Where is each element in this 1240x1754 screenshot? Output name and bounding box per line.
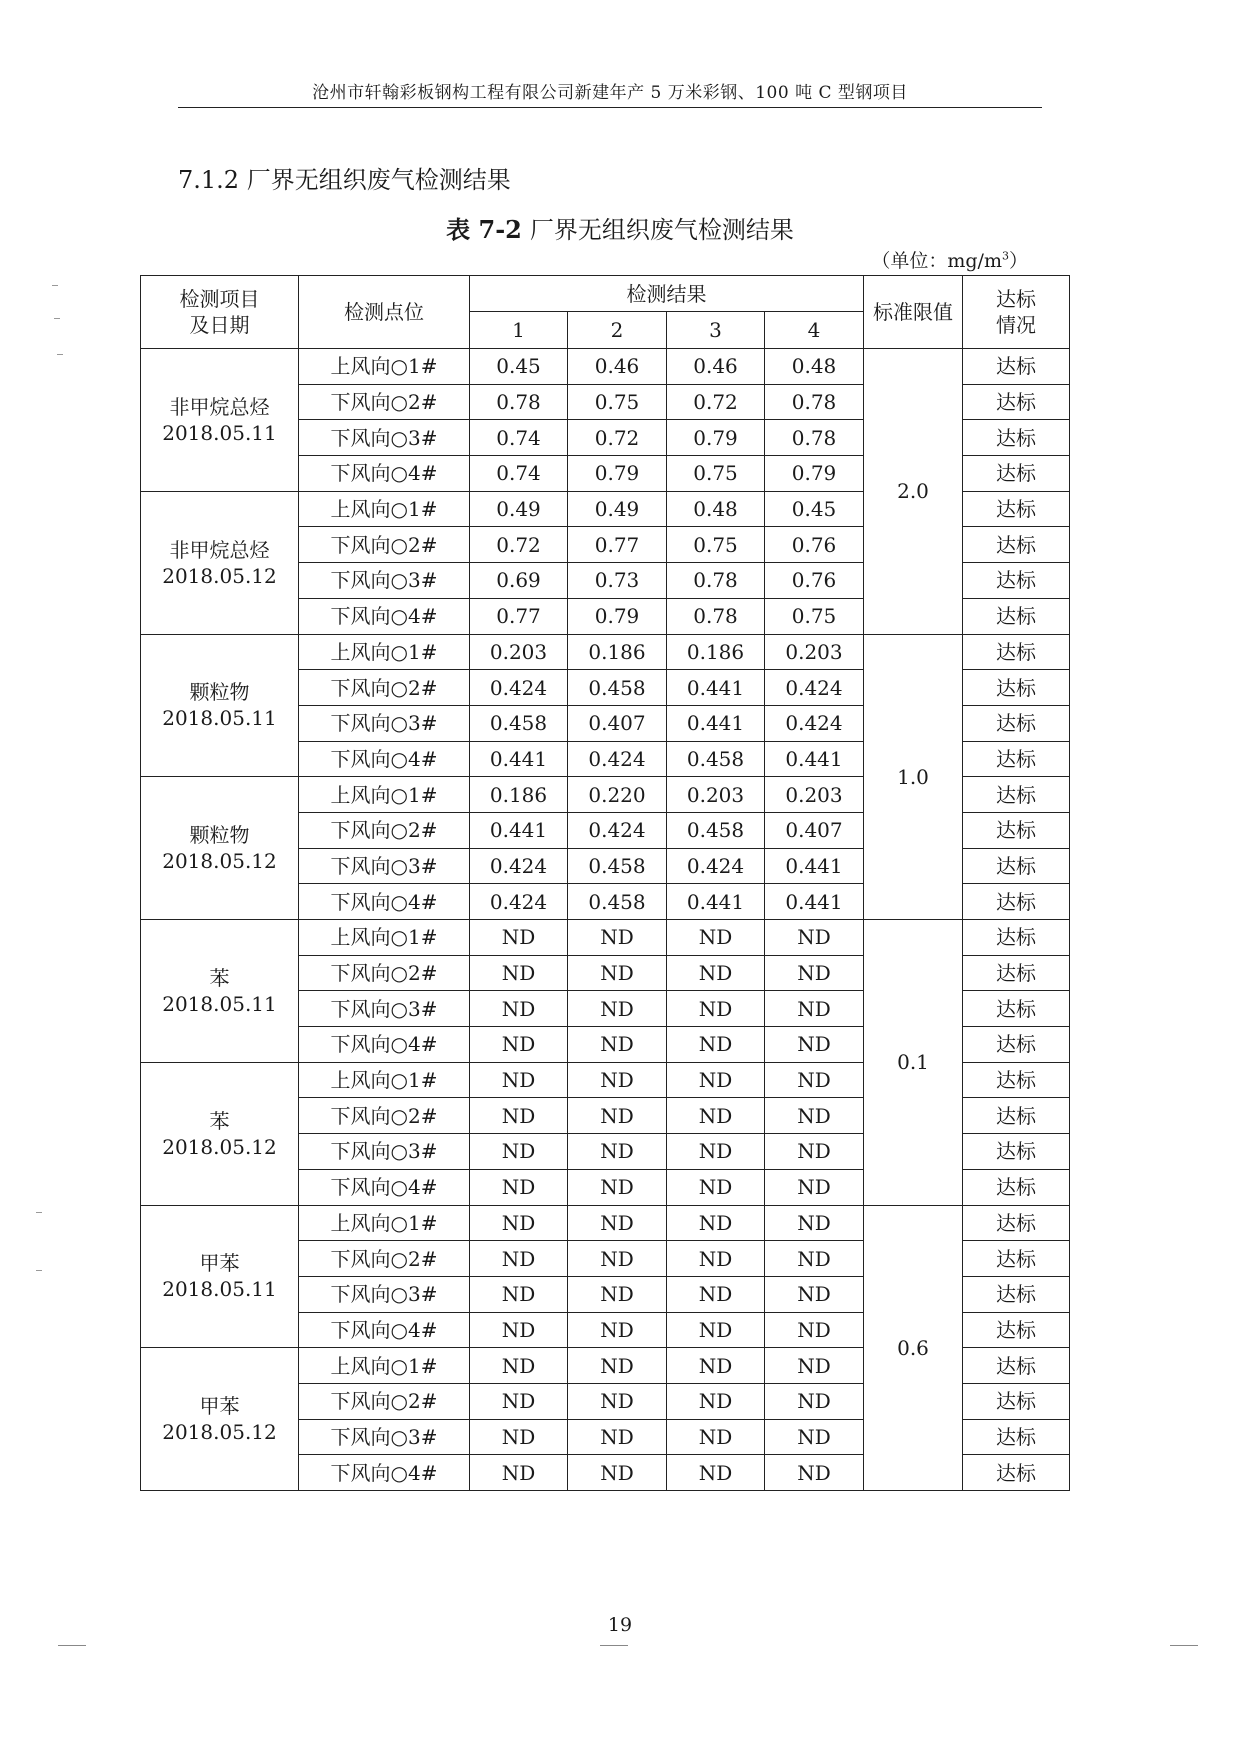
result-cell: 0.220 xyxy=(568,777,667,813)
point-cell: 上风向○1# xyxy=(299,777,470,813)
item-cell xyxy=(141,634,299,777)
result-cell: ND xyxy=(568,1062,667,1098)
status-cell: 达标 xyxy=(963,634,1070,670)
results-table xyxy=(140,275,1070,1491)
result-cell: 0.45 xyxy=(470,349,568,385)
status-cell: 达标 xyxy=(963,1312,1070,1348)
status-cell: 达标 xyxy=(963,491,1070,527)
item-name: 非甲烷总烃 xyxy=(169,394,270,419)
result-cell: 0.441 xyxy=(765,741,864,777)
result-cell: ND xyxy=(667,1169,765,1205)
result-cell: ND xyxy=(765,1098,864,1134)
status-cell: 达标 xyxy=(963,456,1070,492)
result-cell: 0.424 xyxy=(765,670,864,706)
result-cell: ND xyxy=(470,1098,568,1134)
result-cell: 0.424 xyxy=(667,848,765,884)
table-row xyxy=(141,920,1070,956)
result-cell: ND xyxy=(667,1383,765,1419)
result-cell: 0.72 xyxy=(470,527,568,563)
table-row xyxy=(141,634,1070,670)
result-cell: 0.441 xyxy=(470,741,568,777)
point-cell: 下风向○3# xyxy=(299,563,470,599)
result-cell: 0.441 xyxy=(765,884,864,920)
status-cell: 达标 xyxy=(963,884,1070,920)
status-cell: 达标 xyxy=(963,670,1070,706)
result-cell: ND xyxy=(765,1027,864,1063)
result-cell: ND xyxy=(765,1169,864,1205)
item-date: 2018.05.11 xyxy=(162,1277,277,1302)
status-cell: 达标 xyxy=(963,1241,1070,1277)
point-cell: 下风向○4# xyxy=(299,1169,470,1205)
result-cell: ND xyxy=(470,1241,568,1277)
result-cell: ND xyxy=(470,1312,568,1348)
item-name: 颗粒物 xyxy=(189,680,250,705)
result-cell: 0.74 xyxy=(470,456,568,492)
header-item-line1: 检测项目 xyxy=(179,287,260,311)
scan-edge-mark xyxy=(58,1645,86,1646)
result-cell: 0.78 xyxy=(765,384,864,420)
result-cell: ND xyxy=(765,1241,864,1277)
result-cell: ND xyxy=(667,991,765,1027)
status-cell: 达标 xyxy=(963,349,1070,385)
result-cell: 0.72 xyxy=(568,420,667,456)
status-cell: 达标 xyxy=(963,1455,1070,1491)
result-cell: 0.458 xyxy=(568,670,667,706)
result-cell: ND xyxy=(568,1205,667,1241)
point-cell: 下风向○3# xyxy=(299,705,470,741)
table-row xyxy=(141,349,1070,385)
status-cell: 达标 xyxy=(963,1062,1070,1098)
result-cell: 0.72 xyxy=(667,384,765,420)
point-cell: 下风向○4# xyxy=(299,884,470,920)
point-cell: 上风向○1# xyxy=(299,1205,470,1241)
header-result-4: 4 xyxy=(765,312,864,349)
running-header: 沧州市轩翰彩板钢构工程有限公司新建年产 5 万米彩钢、100 吨 C 型钢项目 xyxy=(312,83,908,103)
result-cell: ND xyxy=(470,1348,568,1384)
result-cell: ND xyxy=(568,1241,667,1277)
status-cell: 达标 xyxy=(963,1348,1070,1384)
item-name: 苯 xyxy=(209,965,230,990)
result-cell: 0.424 xyxy=(470,884,568,920)
result-cell: ND xyxy=(568,1419,667,1455)
table-number: 表 7-2 xyxy=(446,215,522,244)
header-point: 检测点位 xyxy=(299,276,470,349)
result-cell: ND xyxy=(667,1276,765,1312)
status-cell: 达标 xyxy=(963,1419,1070,1455)
status-cell: 达标 xyxy=(963,1205,1070,1241)
item-cell xyxy=(141,349,299,492)
result-cell: ND xyxy=(765,1205,864,1241)
item-cell xyxy=(141,1348,299,1491)
scan-edge-mark xyxy=(52,285,58,286)
result-cell: 0.441 xyxy=(765,848,864,884)
result-cell: 0.407 xyxy=(568,705,667,741)
result-cell: 0.186 xyxy=(470,777,568,813)
result-cell: 0.78 xyxy=(470,384,568,420)
result-cell: 0.441 xyxy=(470,812,568,848)
result-cell: 0.441 xyxy=(667,884,765,920)
point-cell: 下风向○2# xyxy=(299,1098,470,1134)
result-cell: ND xyxy=(667,1062,765,1098)
result-cell: ND xyxy=(765,1276,864,1312)
scan-edge-mark xyxy=(57,354,63,355)
result-cell: 0.75 xyxy=(667,527,765,563)
table-body xyxy=(141,349,1070,1491)
point-cell: 下风向○3# xyxy=(299,991,470,1027)
result-cell: ND xyxy=(470,1419,568,1455)
header-rule xyxy=(178,107,1042,108)
result-cell: ND xyxy=(765,920,864,956)
result-cell: ND xyxy=(568,1348,667,1384)
status-cell: 达标 xyxy=(963,991,1070,1027)
point-cell: 上风向○1# xyxy=(299,920,470,956)
result-cell: ND xyxy=(470,1169,568,1205)
result-cell: 0.441 xyxy=(667,705,765,741)
result-cell: 0.78 xyxy=(667,563,765,599)
header-limit: 标准限值 xyxy=(864,276,963,349)
item-name: 颗粒物 xyxy=(189,823,250,848)
item-date: 2018.05.12 xyxy=(162,563,277,588)
status-cell: 达标 xyxy=(963,384,1070,420)
result-cell: 0.48 xyxy=(667,491,765,527)
item-name: 非甲烷总烃 xyxy=(169,537,270,562)
result-cell: 0.75 xyxy=(765,598,864,634)
header-result-2: 2 xyxy=(568,312,667,349)
item-date: 2018.05.11 xyxy=(162,706,277,731)
result-cell: ND xyxy=(470,1383,568,1419)
item-name: 甲苯 xyxy=(199,1394,240,1419)
result-cell: ND xyxy=(667,1419,765,1455)
table-row xyxy=(141,1205,1070,1241)
table-title: 厂界无组织废气检测结果 xyxy=(529,216,794,244)
point-cell: 下风向○4# xyxy=(299,1455,470,1491)
result-cell: 0.424 xyxy=(470,848,568,884)
scan-edge-mark xyxy=(600,1645,628,1646)
header-result-3: 3 xyxy=(667,312,765,349)
result-cell: 0.441 xyxy=(667,670,765,706)
status-cell: 达标 xyxy=(963,1134,1070,1170)
result-cell: 0.79 xyxy=(568,456,667,492)
result-cell: ND xyxy=(470,1205,568,1241)
result-cell: ND xyxy=(470,1455,568,1491)
result-cell: 0.203 xyxy=(765,634,864,670)
result-cell: 0.75 xyxy=(568,384,667,420)
header-results: 检测结果 xyxy=(470,276,864,312)
result-cell: 0.78 xyxy=(667,598,765,634)
result-cell: 0.458 xyxy=(667,741,765,777)
status-cell: 达标 xyxy=(963,1098,1070,1134)
limit-cell: 0.1 xyxy=(864,920,963,1206)
section-title: 7.1.2 厂界无组织废气检测结果 xyxy=(178,166,511,194)
result-cell: 0.46 xyxy=(667,349,765,385)
result-cell: 0.76 xyxy=(765,527,864,563)
result-cell: ND xyxy=(470,1062,568,1098)
result-cell: ND xyxy=(765,1348,864,1384)
result-cell: ND xyxy=(765,991,864,1027)
result-cell: 0.186 xyxy=(568,634,667,670)
header-item xyxy=(141,276,299,349)
point-cell: 下风向○3# xyxy=(299,420,470,456)
status-cell: 达标 xyxy=(963,420,1070,456)
status-cell: 达标 xyxy=(963,920,1070,956)
result-cell: 0.458 xyxy=(568,848,667,884)
result-cell: ND xyxy=(667,1241,765,1277)
result-cell: 0.48 xyxy=(765,349,864,385)
result-cell: ND xyxy=(470,1134,568,1170)
result-cell: ND xyxy=(568,920,667,956)
point-cell: 下风向○4# xyxy=(299,598,470,634)
status-cell: 达标 xyxy=(963,777,1070,813)
result-cell: 0.46 xyxy=(568,349,667,385)
header-result-1: 1 xyxy=(470,312,568,349)
status-cell: 达标 xyxy=(963,741,1070,777)
result-cell: ND xyxy=(568,1027,667,1063)
item-date: 2018.05.11 xyxy=(162,420,277,445)
result-cell: ND xyxy=(667,1205,765,1241)
limit-cell: 1.0 xyxy=(864,634,963,920)
status-cell: 达标 xyxy=(963,1276,1070,1312)
item-name: 苯 xyxy=(209,1108,230,1133)
item-cell xyxy=(141,1062,299,1205)
point-cell: 下风向○2# xyxy=(299,1241,470,1277)
result-cell: ND xyxy=(765,1134,864,1170)
point-cell: 上风向○1# xyxy=(299,349,470,385)
point-cell: 上风向○1# xyxy=(299,1348,470,1384)
item-date: 2018.05.12 xyxy=(162,1420,277,1445)
result-cell: ND xyxy=(667,1098,765,1134)
result-cell: 0.458 xyxy=(568,884,667,920)
status-cell: 达标 xyxy=(963,955,1070,991)
point-cell: 下风向○4# xyxy=(299,1027,470,1063)
result-cell: ND xyxy=(667,1027,765,1063)
point-cell: 下风向○2# xyxy=(299,812,470,848)
result-cell: ND xyxy=(470,920,568,956)
result-cell: ND xyxy=(765,1419,864,1455)
status-cell: 达标 xyxy=(963,527,1070,563)
result-cell: ND xyxy=(568,1383,667,1419)
point-cell: 下风向○2# xyxy=(299,670,470,706)
point-cell: 上风向○1# xyxy=(299,491,470,527)
point-cell: 下风向○4# xyxy=(299,1312,470,1348)
result-cell: 0.407 xyxy=(765,812,864,848)
point-cell: 上风向○1# xyxy=(299,1062,470,1098)
limit-cell: 0.6 xyxy=(864,1205,963,1491)
status-cell: 达标 xyxy=(963,812,1070,848)
scan-edge-mark xyxy=(36,1270,42,1271)
result-cell: ND xyxy=(568,1312,667,1348)
result-cell: 0.69 xyxy=(470,563,568,599)
result-cell: 0.49 xyxy=(568,491,667,527)
result-cell: 0.45 xyxy=(765,491,864,527)
result-cell: ND xyxy=(568,1098,667,1134)
point-cell: 下风向○4# xyxy=(299,741,470,777)
item-date: 2018.05.12 xyxy=(162,1134,277,1159)
result-cell: 0.424 xyxy=(765,705,864,741)
point-cell: 下风向○4# xyxy=(299,456,470,492)
result-cell: 0.424 xyxy=(470,670,568,706)
result-cell: ND xyxy=(568,955,667,991)
header-status-line1: 达标 xyxy=(996,287,1036,311)
result-cell: 0.74 xyxy=(470,420,568,456)
result-cell: ND xyxy=(568,1169,667,1205)
status-cell: 达标 xyxy=(963,1027,1070,1063)
result-cell: 0.79 xyxy=(568,598,667,634)
point-cell: 下风向○3# xyxy=(299,1134,470,1170)
item-cell xyxy=(141,1205,299,1348)
table-caption xyxy=(0,210,1240,245)
result-cell: ND xyxy=(765,1312,864,1348)
result-cell: 0.76 xyxy=(765,563,864,599)
result-cell: 0.203 xyxy=(470,634,568,670)
result-cell: 0.203 xyxy=(765,777,864,813)
item-cell xyxy=(141,491,299,634)
result-cell: ND xyxy=(765,1455,864,1491)
unit-superscript: 3 xyxy=(1001,249,1009,263)
item-date: 2018.05.11 xyxy=(162,991,277,1016)
point-cell: 下风向○2# xyxy=(299,955,470,991)
limit-cell: 2.0 xyxy=(864,349,963,635)
result-cell: ND xyxy=(765,955,864,991)
status-cell: 达标 xyxy=(963,1169,1070,1205)
result-cell: ND xyxy=(470,991,568,1027)
result-cell: ND xyxy=(568,1455,667,1491)
result-cell: 0.458 xyxy=(470,705,568,741)
result-cell: ND xyxy=(667,1312,765,1348)
result-cell: ND xyxy=(667,1348,765,1384)
result-cell: 0.77 xyxy=(568,527,667,563)
result-cell: 0.78 xyxy=(765,420,864,456)
result-cell: 0.424 xyxy=(568,812,667,848)
point-cell: 下风向○3# xyxy=(299,1419,470,1455)
result-cell: ND xyxy=(667,920,765,956)
result-cell: 0.75 xyxy=(667,456,765,492)
result-cell: 0.79 xyxy=(765,456,864,492)
status-cell: 达标 xyxy=(963,1383,1070,1419)
result-cell: ND xyxy=(765,1383,864,1419)
result-cell: ND xyxy=(667,1455,765,1491)
result-cell: ND xyxy=(568,1276,667,1312)
result-cell: ND xyxy=(667,955,765,991)
result-cell: 0.424 xyxy=(568,741,667,777)
header-item-line2: 及日期 xyxy=(189,313,250,337)
item-name: 甲苯 xyxy=(199,1251,240,1276)
point-cell: 下风向○2# xyxy=(299,384,470,420)
result-cell: 0.79 xyxy=(667,420,765,456)
result-cell: ND xyxy=(568,991,667,1027)
point-cell: 下风向○3# xyxy=(299,848,470,884)
header-status-line2: 情况 xyxy=(996,313,1036,337)
unit-label xyxy=(871,246,1028,273)
point-cell: 上风向○1# xyxy=(299,634,470,670)
unit-prefix: （单位：mg/m xyxy=(871,250,1002,272)
page-number: 19 xyxy=(607,1614,633,1636)
status-cell: 达标 xyxy=(963,705,1070,741)
result-cell: 0.203 xyxy=(667,777,765,813)
result-cell: ND xyxy=(765,1062,864,1098)
result-cell: ND xyxy=(470,1276,568,1312)
scan-edge-mark xyxy=(36,1212,42,1213)
result-cell: 0.49 xyxy=(470,491,568,527)
point-cell: 下风向○2# xyxy=(299,1383,470,1419)
status-cell: 达标 xyxy=(963,848,1070,884)
point-cell: 下风向○2# xyxy=(299,527,470,563)
item-date: 2018.05.12 xyxy=(162,849,277,874)
result-cell: ND xyxy=(667,1134,765,1170)
result-cell: 0.458 xyxy=(667,812,765,848)
result-cell: 0.73 xyxy=(568,563,667,599)
result-cell: 0.186 xyxy=(667,634,765,670)
result-cell: 0.77 xyxy=(470,598,568,634)
scan-edge-mark xyxy=(54,318,60,319)
item-cell xyxy=(141,777,299,920)
result-cell: ND xyxy=(470,955,568,991)
item-cell xyxy=(141,920,299,1063)
result-cell: ND xyxy=(568,1134,667,1170)
header-status xyxy=(963,276,1070,349)
unit-suffix: ） xyxy=(1008,250,1028,272)
status-cell: 达标 xyxy=(963,598,1070,634)
result-cell: ND xyxy=(470,1027,568,1063)
point-cell: 下风向○3# xyxy=(299,1276,470,1312)
status-cell: 达标 xyxy=(963,563,1070,599)
scan-edge-mark xyxy=(1170,1645,1198,1646)
